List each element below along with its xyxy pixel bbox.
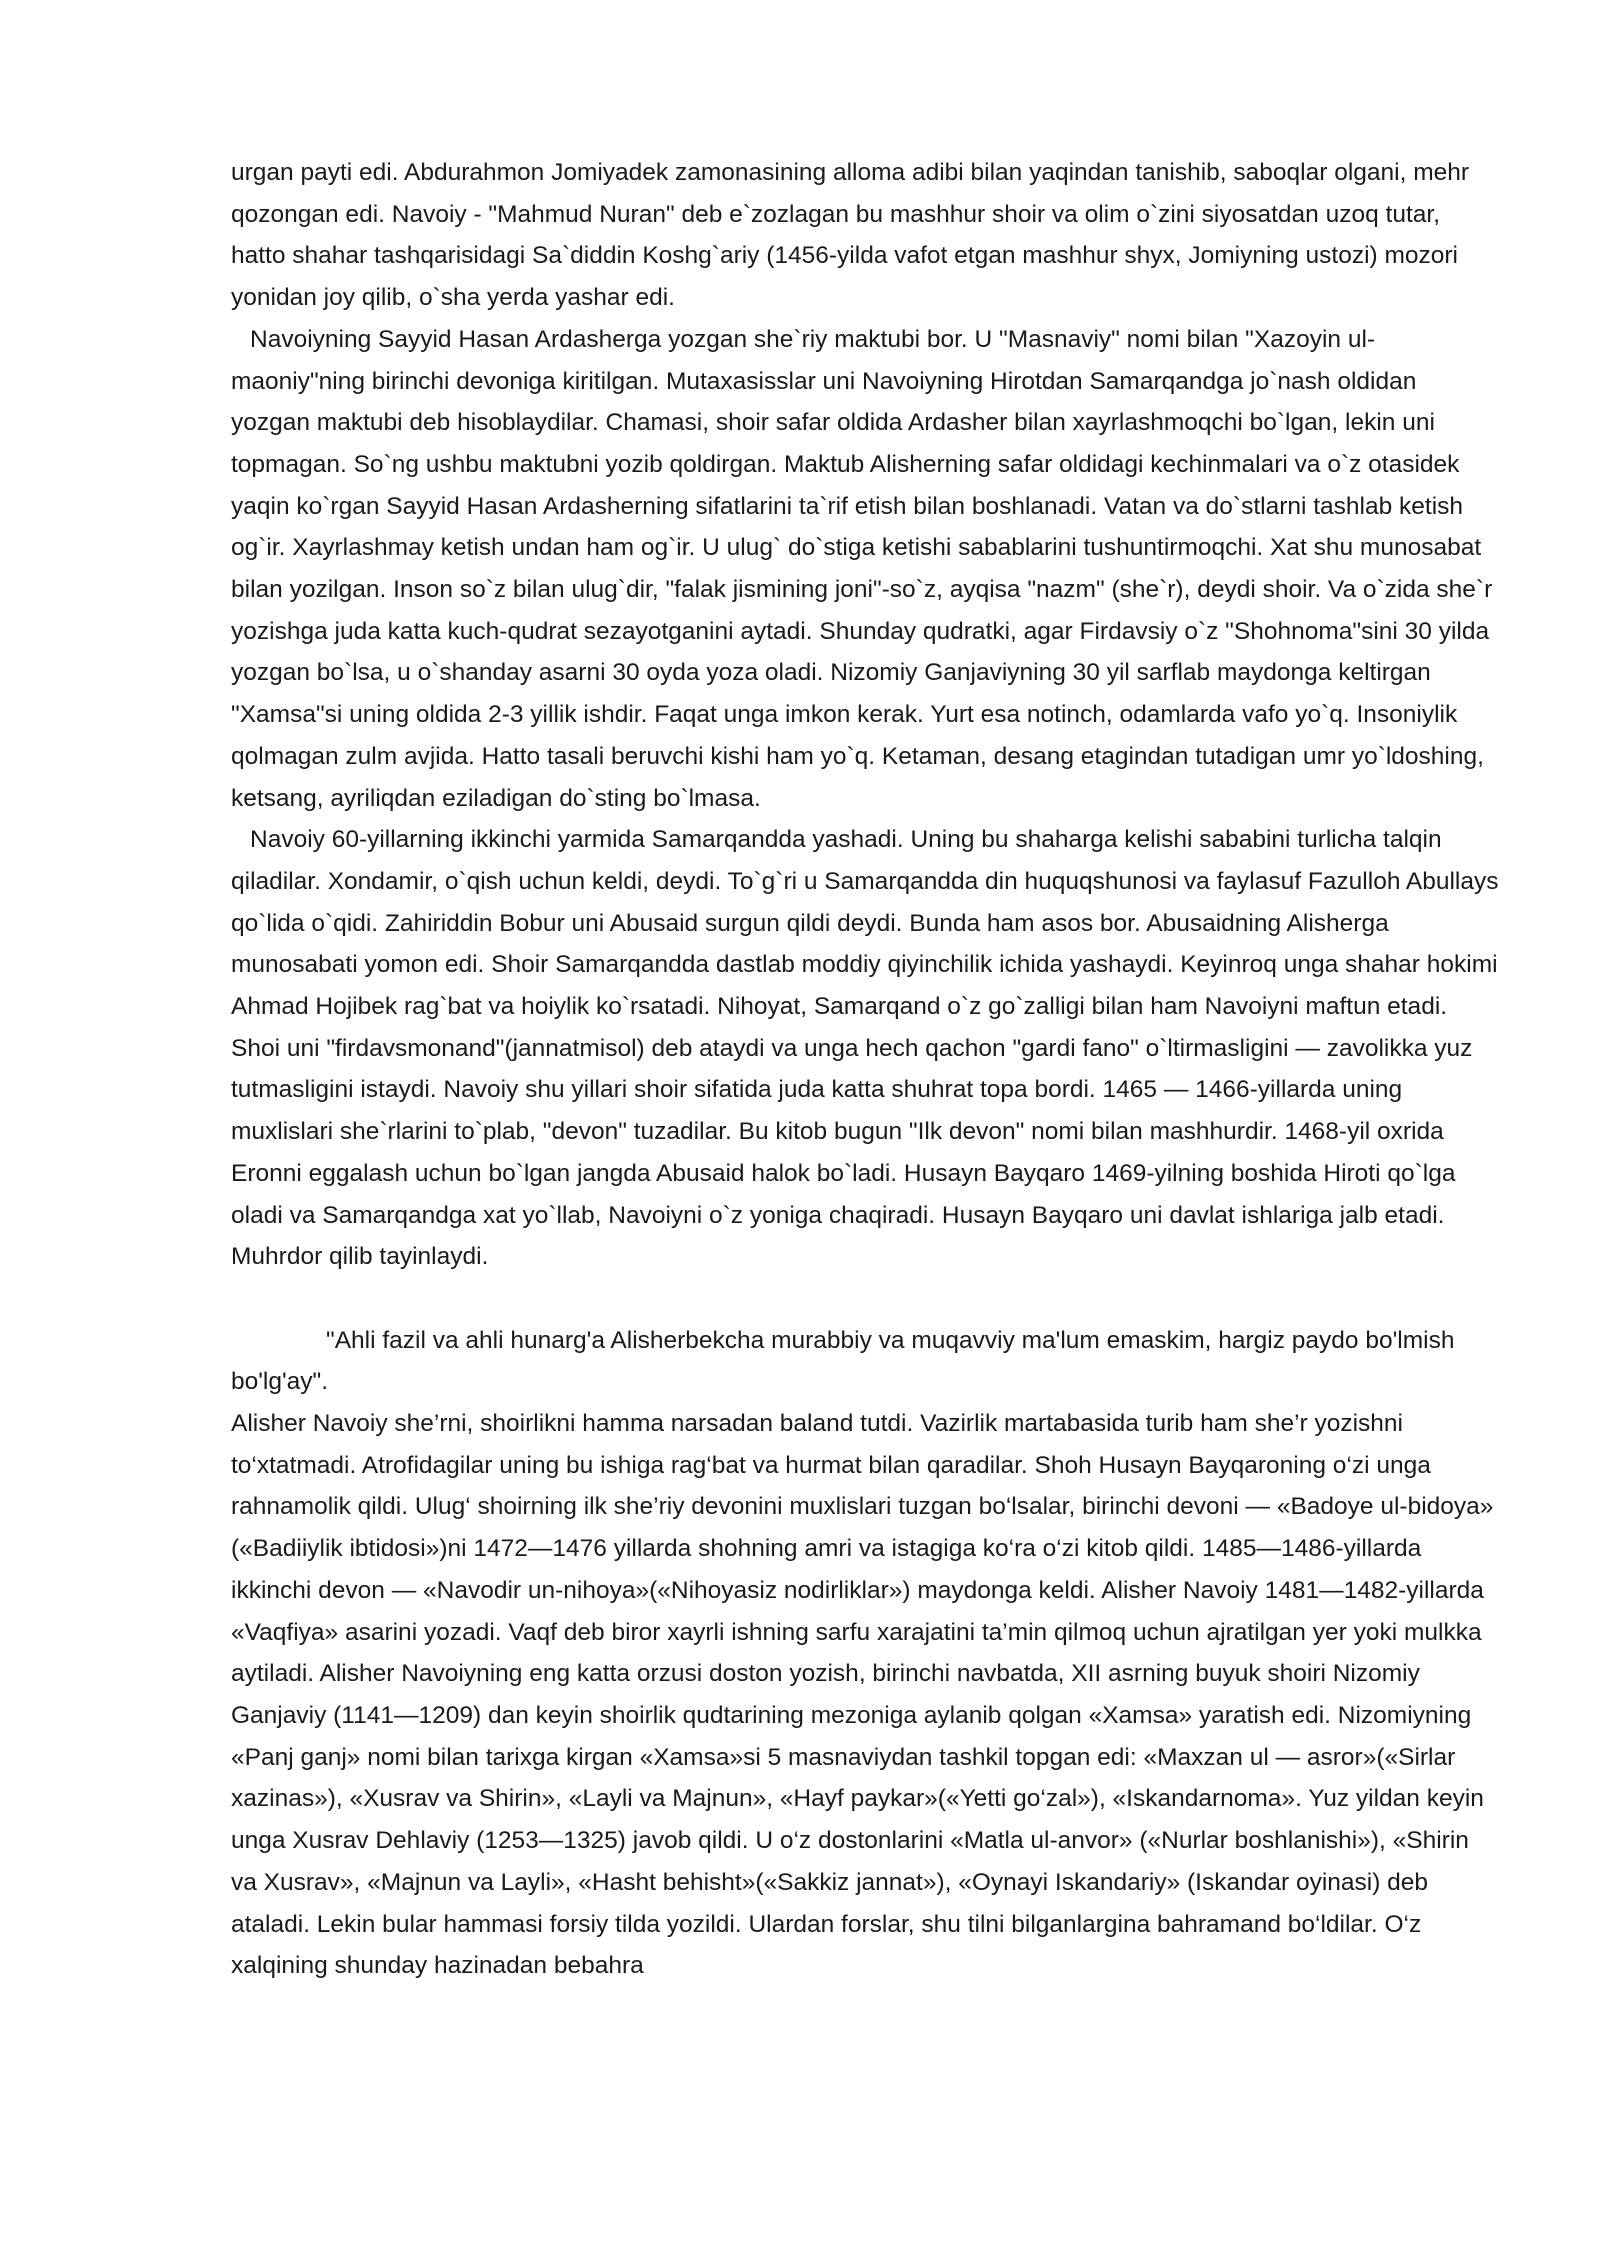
document-body: [231, 152, 1501, 1987]
paragraph-quote: "Ahli fazil va ahli hunarg'a Alisherbekcha murabbiy va muqavviy ma'lum emaskim, hargiz paydo bo'lmish bo'lg'ay".: [231, 1326, 1455, 1396]
paragraph-ardasher-letter: Navoiyning Sayyid Hasan Ardasherga yozgan she`riy maktubi bor. U "Masnaviy" nomi bilan "Xazoyin ul-maoniy"ning birinchi devoniga kiritilgan. Mutaxasisslar uni Navoiyning Hirotdan Samarqandga jo`nash oldidan yozgan maktubi deb hisoblaydilar. Chamasi, shoir safar oldida Ardasher bilan xayrlashmoqchi bo`lgan, lekin uni topmagan. So`ng ushbu maktubni yozib qoldirgan. Maktub Alisherning safar oldidagi kechinmalari va o`z otasidek yaqin ko`rgan Sayyid Hasan Ardasherning sifatlarini ta`rif etish bilan boshlanadi. Vatan va do`stlarni tashlab ketish og`ir. Xayrlashmay ketish undan ham og`ir. U ulug` do`stiga ketishi sabablarini tushuntirmoqchi. Xat shu munosabat bilan yozilgan. Inson so`z bilan ulug`dir, "falak jismining joni"-so`z, ayqisa "nazm" (she`r), deydi shoir. Va o`zida she`r yozishga juda katta kuch-qudrat sezayotganini aytadi. Shunday qudratki, agar Firdavsiy o`z "Shohnoma"sini 30 yilda yozgan bo`lsa, u o`shanday asarni 30 oyda yoza oladi. Nizomiy Ganjaviyning 30 yil sarflab maydonga keltirgan "Xamsa"si uning oldida 2-3 yillik ishdir. Faqat unga imkon kerak. Yurt esa notinch, odamlarda vafo yo`q. Insoniylik qolmagan zulm avjida. Hatto tasali beruvchi kishi ham yo`q. Ketaman, desang etagindan tutadigan umr yo`ldoshing, ketsang, ayriliqdan eziladigan do`sting bo`lmasa.: [231, 325, 1493, 812]
paragraph-intro: urgan payti edi. Abdurahmon Jomiyadek zamonasining alloma adibi bilan yaqindan tanishib, saboqlar olgani, mehr qozongan edi. Navoiy - "Mahmud Nuran" deb e`zozlagan bu mashhur shoir va olim o`zini siyosatdan uzoq tutar, hatto shahar tashqarisidagi Sa`diddin Koshg`ariy (1456-yilda vafot etgan mashhur shyx, Jomiyning ustozi) mozori yonidan joy qilib, o`sha yerda yashar edi.: [231, 159, 1470, 312]
paragraph-spacer: [231, 1278, 1501, 1320]
paragraph-samarqand-years: Navoiy 60-yillarning ikkinchi yarmida Samarqandda yashadi. Uning bu shaharga kelishi sababini turlicha talqin qiladilar. Xondamir, o`qish uchun keldi, deydi. To`g`ri u Samarqandda din huquqshunosi va faylasuf Fazulloh Abullays qo`lida o`qidi. Zahiriddin Bobur uni Abusaid surgun qildi deydi. Bunda ham asos bor. Abusaidning Alisherga munosabati yomon edi. Shoir Samarqandda dastlab moddiy qiyinchilik ichida yashaydi. Keyinroq unga shahar hokimi Ahmad Hojibek rag`bat va hoiylik ko`rsatadi. Nihoyat, Samarqand o`z go`zalligi bilan ham Navoiyni maftun etadi. Shoi uni "firdavsmonand"(jannatmisol) deb ataydi va unga hech qachon "gardi fano" o`ltirmasligini — zavolikka yuz tutmasligini istaydi. Navoiy shu yillari shoir sifatida juda katta shuhrat topa bordi. 1465 — 1466-yillarda uning muxlislari she`rlarini to`plab, "devon" tuzadilar. Bu kitob bugun "Ilk devon" nomi bilan mashhurdir. 1468-yil oxrida Eronni eggalash uchun bo`lgan jangda Abusaid halok bo`ladi. Husayn Bayqaro 1469-yilning boshida Hiroti qo`lga oladi va Samarqandga xat yo`llab, Navoiyni o`z yoniga chaqiradi. Husayn Bayqaro uni davlat ishlariga jalb etadi. Muhrdor qilib tayinlaydi.: [231, 826, 1499, 1271]
paragraph-khamsa: Alisher Navoiy she’rni, shoirlikni hamma narsadan baland tutdi. Vazirlik martabasida turib ham she’r yozishni to‘xtatmadi. Atrofidagilar uning bu ishiga rag‘bat va hurmat bilan qaradilar. Shoh Husayn Bayqaroning o‘zi unga rahnamolik qildi. Ulug‘ shoirning ilk she’riy devonini muxlislari tuzgan bo‘lsalar, birinchi devoni — «Badoye ul-bidoya» («Badiiylik ibtidosi»)ni 1472—1476 yillarda shohning amri va istagiga ko‘ra o‘zi kitob qildi. 1485—1486-yillarda ikkinchi devon — «Navodir un-nihoya»(«Nihoyasiz nodirliklar») maydonga keldi. Alisher Navoiy 1481—1482-yillarda «Vaqfiya» asarini yozadi. Vaqf deb biror xayrli ishning sarfu xarajatini ta’min qilmoq uchun ajratilgan yer yoki mulkka aytiladi. Alisher Navoiyning eng katta orzusi doston yozish, birinchi navbatda, XII asrning buyuk shoiri Nizomiy Ganjaviy (1141—1209) dan keyin shoirlik qudtarining mezoniga aylanib qolgan «Xamsa» yaratish edi. Nizomiyning «Panj ganj» nomi bilan tarixga kirgan «Xamsa»si 5 masnaviydan tashkil topgan edi: «Maxzan ul — asror»(«Sirlar xazinas»), «Xusrav va Shirin», «Layli va Majnun», «Hayf paykar»(«Yetti go‘zal»), «Iskandarnoma». Yuz yildan keyin unga Xusrav Dehlaviy (1253—1325) javob qildi. U o‘z dostonlarini «Matla ul-anvor» («Nurlar boshlanishi»), «Shirin va Xusrav», «Majnun va Layli», «Hasht behisht»(«Sakkiz jannat»), «Oynayi Iskandariy» (Iskandar oyinasi) deb ataladi. Lekin bular hammasi forsiy tilda yozildi. Ulardan forslar, shu tilni bilganlargina bahramand bo‘ldilar. O‘z xalqining shunday hazinadan bebahra: [231, 1410, 1494, 1980]
